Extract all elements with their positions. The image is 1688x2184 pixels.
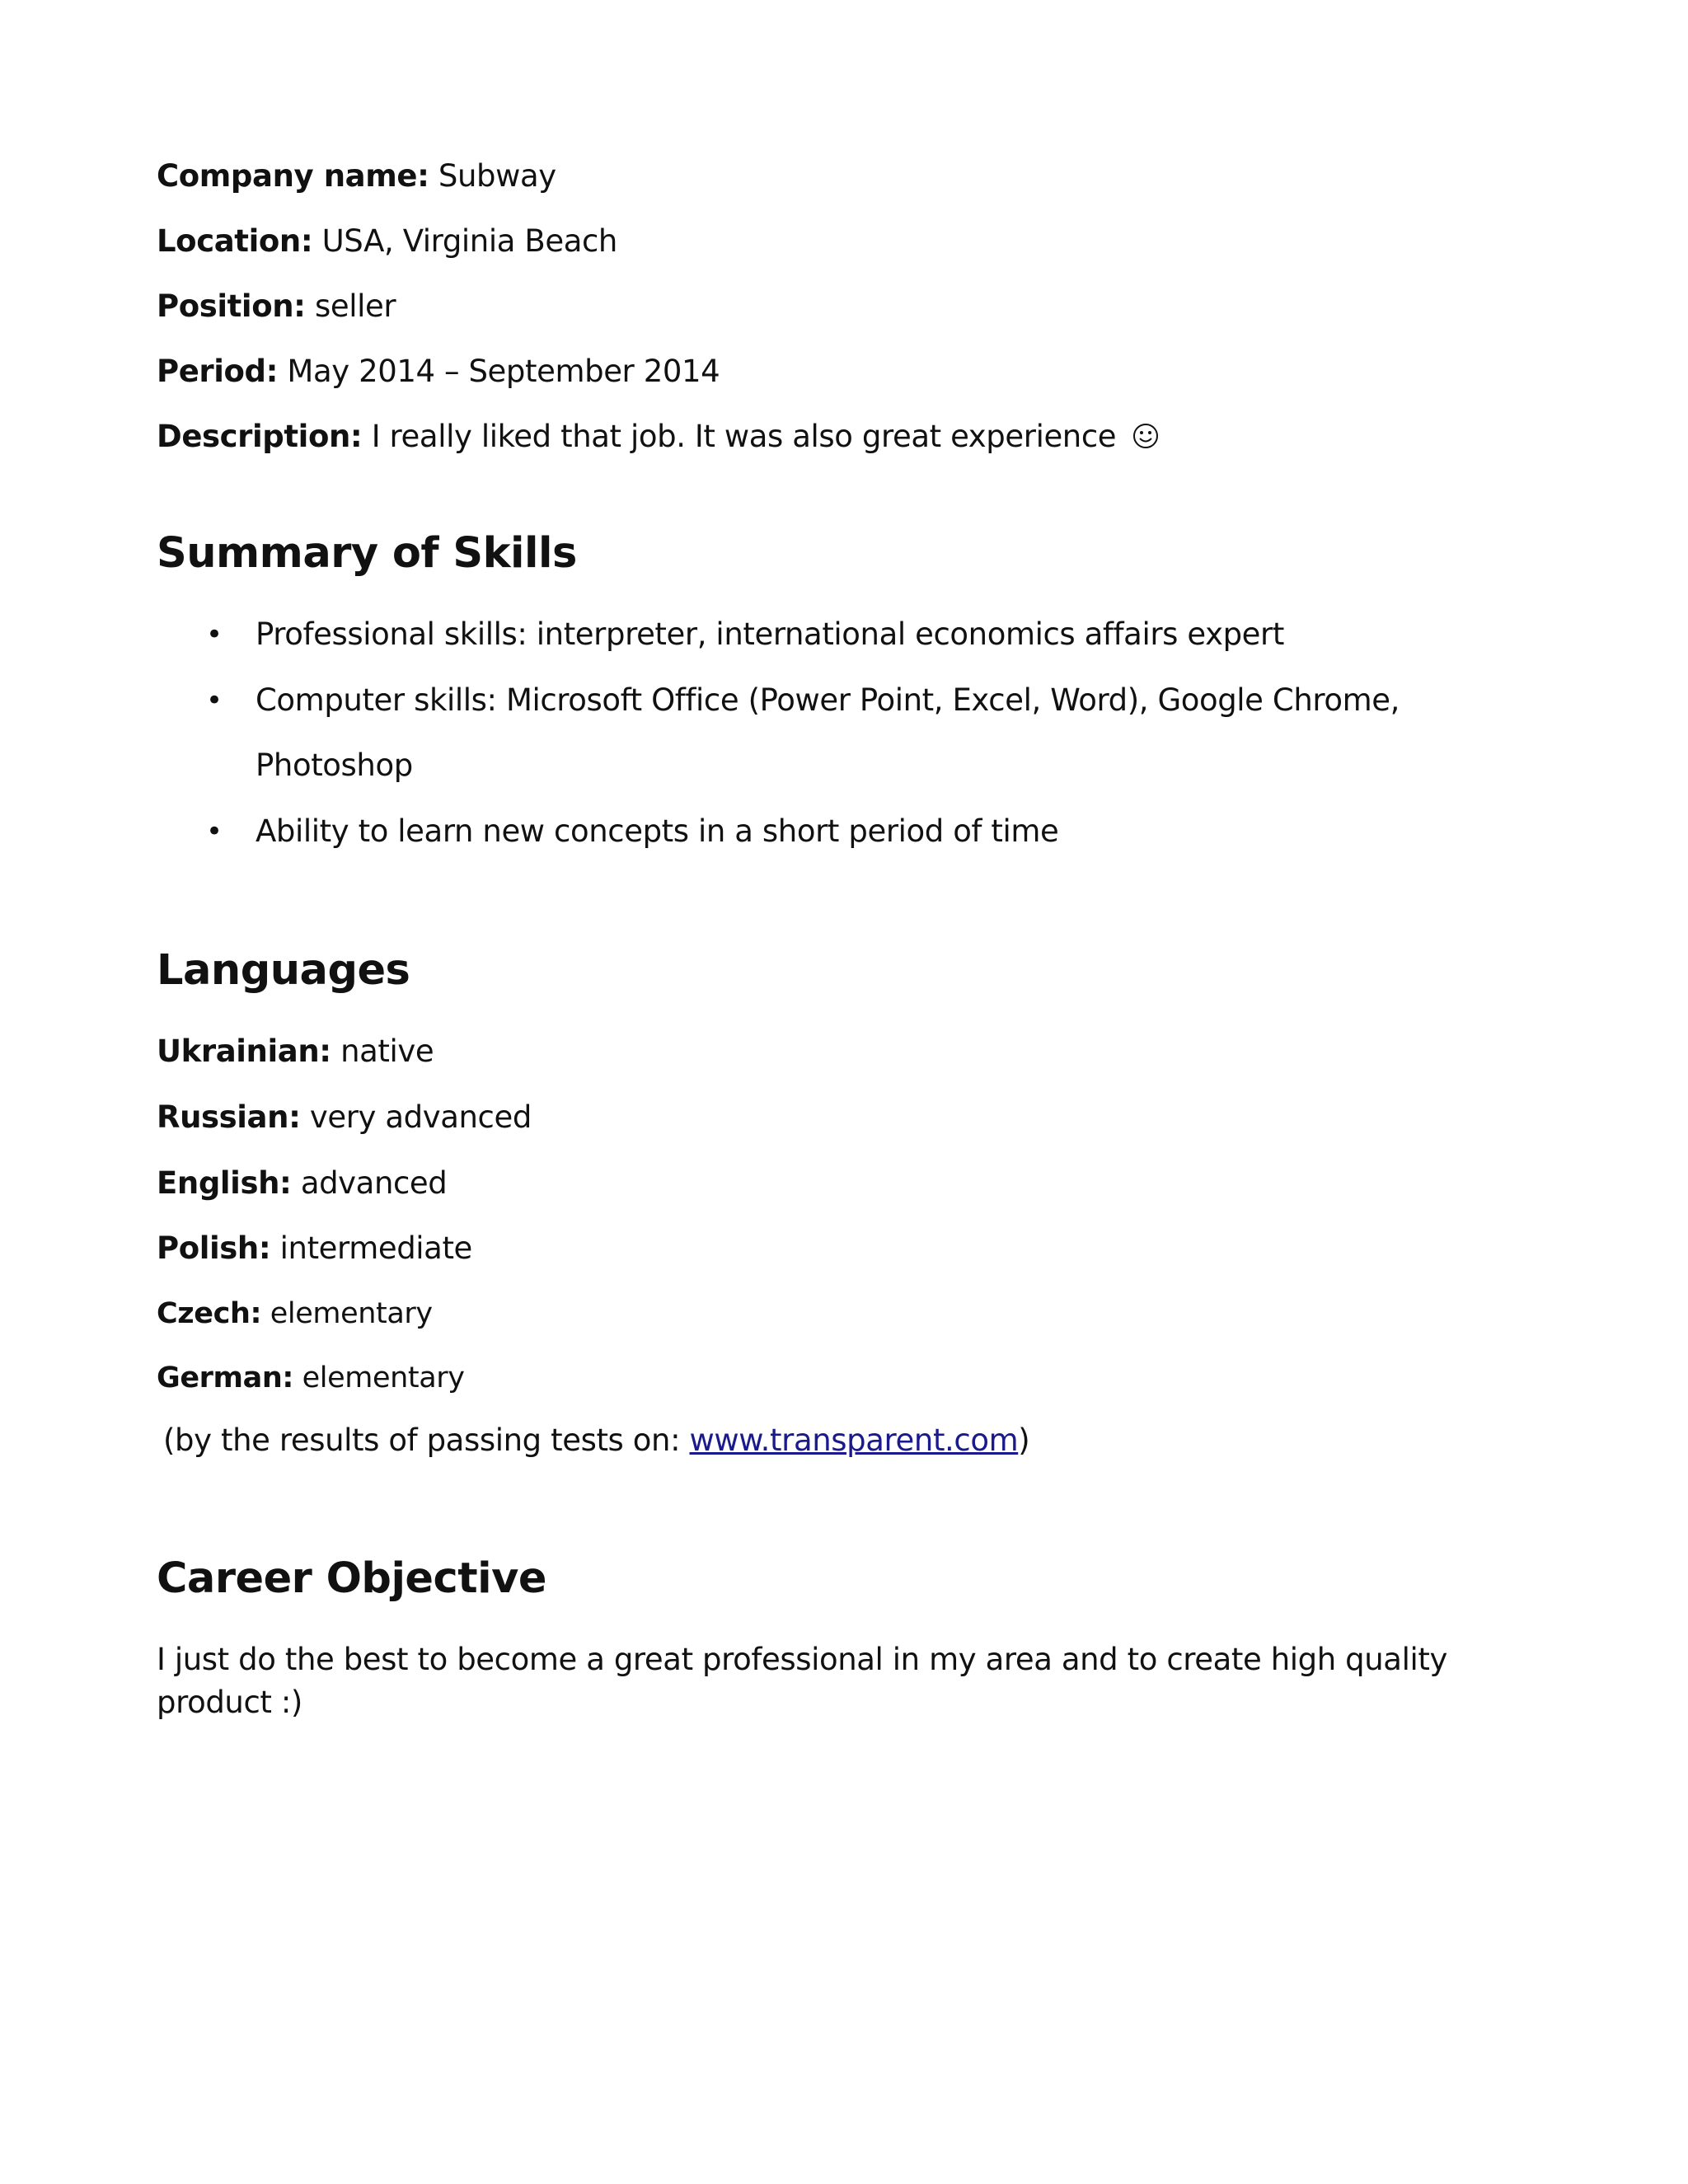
- language-label: Russian:: [157, 1099, 301, 1135]
- language-label: Ukrainian:: [157, 1033, 331, 1069]
- description-row: [157, 417, 1159, 457]
- bullet-icon: •: [206, 618, 223, 651]
- skill-item: Computer skills: Microsoft Office (Power Point, Excel, Word), Google Chrome,: [256, 682, 1400, 718]
- location-label: Location:: [157, 223, 313, 259]
- skill-item-continuation: Photoshop: [256, 748, 413, 783]
- language-label: Polish:: [157, 1230, 271, 1266]
- language-level: elementary: [302, 1361, 465, 1394]
- career-text-line: I just do the best to become a great professional in my area and to create high quality: [157, 1642, 1447, 1677]
- description-label: Description:: [157, 419, 363, 454]
- language-row: [157, 1164, 447, 1203]
- position-label: Position:: [157, 288, 306, 324]
- language-row: [157, 1032, 434, 1071]
- skill-item: Professional skills: interpreter, international economics affairs expert: [256, 616, 1284, 652]
- position-value: seller: [314, 288, 396, 324]
- language-level: native: [340, 1033, 434, 1069]
- bullet-icon: •: [206, 815, 223, 848]
- languages-heading: Languages: [157, 946, 410, 995]
- career-heading: Career Objective: [157, 1554, 546, 1603]
- skills-heading: Summary of Skills: [157, 529, 577, 578]
- languages-note: [163, 1421, 1029, 1460]
- company-row: [157, 157, 556, 196]
- skill-item: Ability to learn new concepts in a short period of time: [256, 813, 1059, 849]
- description-value: I really liked that job. It was also great experience: [371, 419, 1117, 454]
- smiley-face-icon: [1132, 423, 1159, 449]
- period-value: May 2014 – September 2014: [287, 354, 720, 389]
- language-level: very advanced: [309, 1099, 532, 1135]
- language-level: elementary: [270, 1297, 433, 1330]
- note-prefix: (by the results of passing tests on:: [163, 1422, 690, 1458]
- note-suffix: ): [1018, 1422, 1030, 1458]
- location-row: [157, 222, 617, 261]
- bullet-icon: •: [206, 684, 223, 717]
- company-value: Subway: [438, 158, 556, 194]
- language-row: [157, 1229, 472, 1268]
- company-label: Company name:: [157, 158, 429, 194]
- transparent-link[interactable]: www.transparent.com: [689, 1422, 1019, 1458]
- language-row: [157, 1358, 465, 1398]
- period-label: Period:: [157, 354, 279, 389]
- career-text-line: product :): [157, 1685, 302, 1720]
- position-row: [157, 287, 396, 326]
- language-row: [157, 1294, 433, 1333]
- location-value: USA, Virginia Beach: [321, 223, 617, 259]
- language-label: English:: [157, 1165, 292, 1201]
- language-label: Czech:: [157, 1297, 262, 1330]
- period-row: [157, 352, 720, 391]
- language-level: intermediate: [279, 1230, 472, 1266]
- language-row: [157, 1098, 532, 1137]
- language-label: German:: [157, 1361, 293, 1394]
- language-level: advanced: [300, 1165, 448, 1201]
